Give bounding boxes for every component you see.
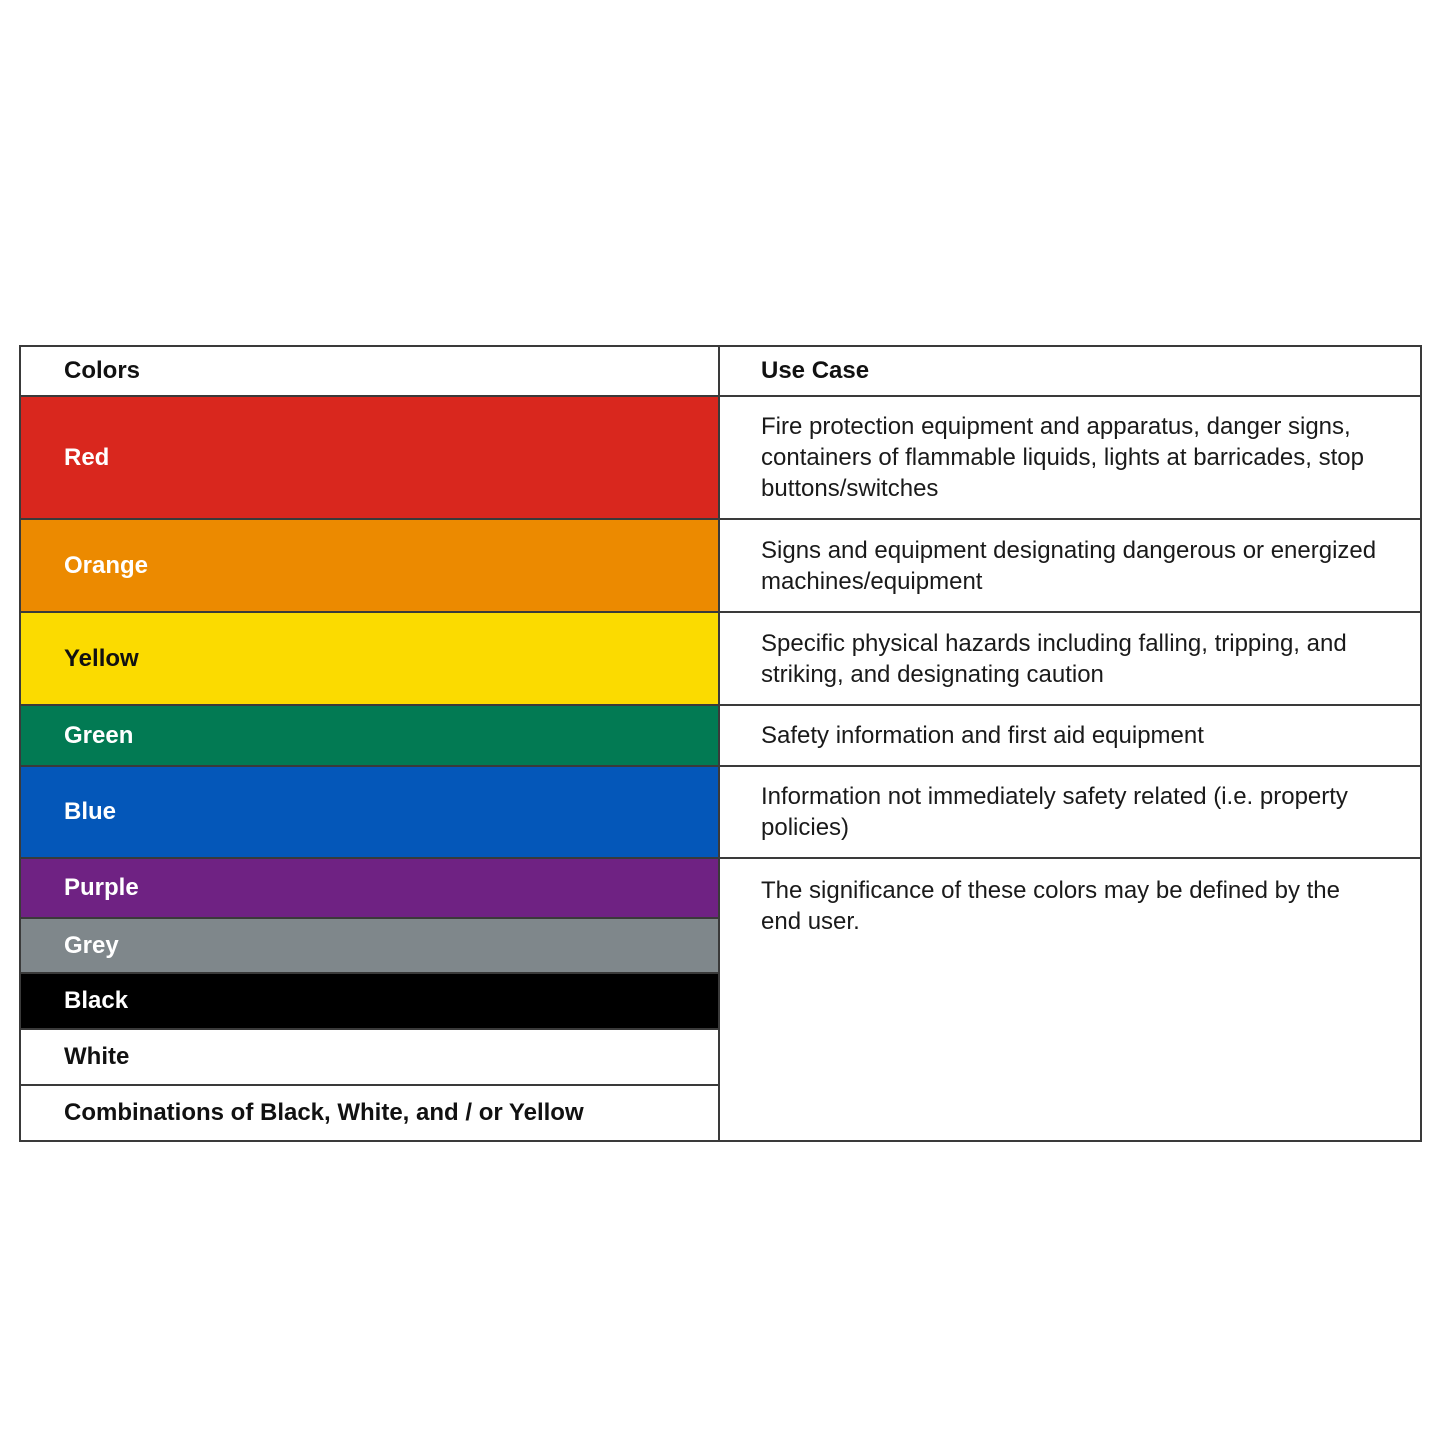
color-swatch-grey: Grey <box>20 918 719 973</box>
use-case-yellow: Specific physical hazards including falling, tripping, and striking, and designating caution <box>719 612 1421 705</box>
table-row-green <box>20 705 1421 766</box>
color-swatch-white: White <box>20 1029 719 1085</box>
color-use-case-table <box>19 345 1422 1142</box>
colors-column-header: Colors <box>20 346 719 396</box>
table-row-red <box>20 396 1421 519</box>
color-swatch-yellow: Yellow <box>20 612 719 705</box>
table-row-purple <box>20 858 1421 918</box>
color-swatch-red: Red <box>20 396 719 519</box>
use-case-red: Fire protection equipment and apparatus, danger signs, containers of flammable liquids, lights at barricades, stop buttons/switches <box>719 396 1421 519</box>
table-row-yellow <box>20 612 1421 705</box>
color-swatch-black: Black <box>20 973 719 1029</box>
color-swatch-purple: Purple <box>20 858 719 918</box>
use-case-orange: Signs and equipment designating dangerous or energized machines/equipment <box>719 519 1421 612</box>
table-row-blue <box>20 766 1421 858</box>
table-row-orange <box>20 519 1421 612</box>
table-header-row <box>20 346 1421 396</box>
color-swatch-green: Green <box>20 705 719 766</box>
use-case-column-header: Use Case <box>719 346 1421 396</box>
use-case-blue: Information not immediately safety related (i.e. property policies) <box>719 766 1421 858</box>
color-swatch-orange: Orange <box>20 519 719 612</box>
use-case-shared: The significance of these colors may be defined by the end user. <box>719 858 1421 1141</box>
use-case-green: Safety information and first aid equipment <box>719 705 1421 766</box>
color-swatch-blue: Blue <box>20 766 719 858</box>
color-swatch-combinations: Combinations of Black, White, and / or Yellow <box>20 1085 719 1141</box>
